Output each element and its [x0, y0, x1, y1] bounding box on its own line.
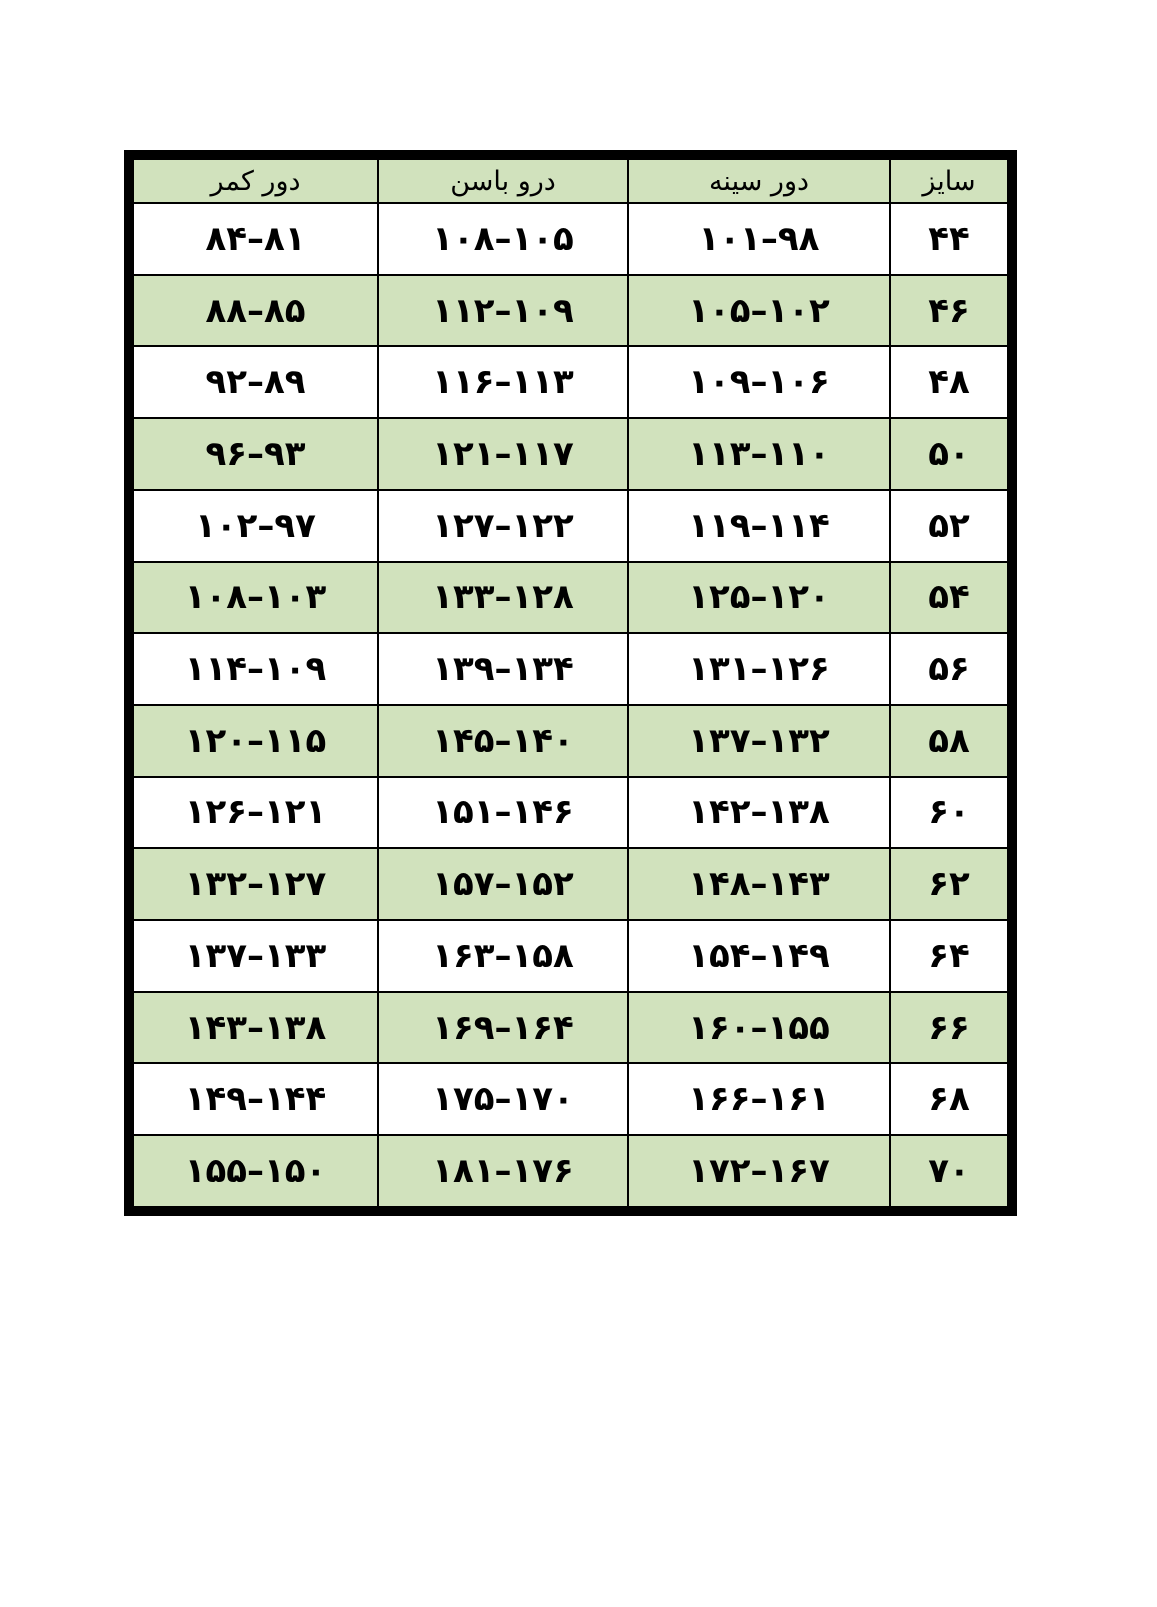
waist-cell: ۹۷–۱۰۲: [133, 490, 378, 562]
hip-cell: ۱۲۸–۱۳۳: [378, 562, 628, 634]
size-cell: ۵۲: [890, 490, 1008, 562]
size-cell: ۶۴: [890, 920, 1008, 992]
waist-cell: ۱۲۷–۱۳۲: [133, 848, 378, 920]
chest-cell: ۹۸–۱۰۱: [628, 203, 890, 275]
table-row: [133, 1135, 1008, 1207]
chest-cell: ۱۳۸–۱۴۲: [628, 777, 890, 849]
waist-cell: ۱۲۱–۱۲۶: [133, 777, 378, 849]
waist-cell: ۱۰۹–۱۱۴: [133, 633, 378, 705]
chest-cell: ۱۱۰–۱۱۳: [628, 418, 890, 490]
chest-cell: ۱۳۲–۱۳۷: [628, 705, 890, 777]
waist-cell: ۱۱۵–۱۲۰: [133, 705, 378, 777]
hip-cell: ۱۰۹–۱۱۲: [378, 275, 628, 347]
table-row: [133, 705, 1008, 777]
hip-cell: ۱۲۲–۱۲۷: [378, 490, 628, 562]
chest-cell: ۱۶۷–۱۷۲: [628, 1135, 890, 1207]
hip-cell: ۱۷۰–۱۷۵: [378, 1063, 628, 1135]
size-cell: ۶۸: [890, 1063, 1008, 1135]
waist-cell: ۱۴۴–۱۴۹: [133, 1063, 378, 1135]
waist-cell: ۸۹–۹۲: [133, 346, 378, 418]
chest-cell: ۱۲۶–۱۳۱: [628, 633, 890, 705]
size-cell: ۵۴: [890, 562, 1008, 634]
table-row: [133, 992, 1008, 1064]
table-row: [133, 562, 1008, 634]
chest-cell: ۱۱۴–۱۱۹: [628, 490, 890, 562]
chest-cell: ۱۶۱–۱۶۶: [628, 1063, 890, 1135]
chest-cell: ۱۰۲–۱۰۵: [628, 275, 890, 347]
hip-cell: ۱۵۲–۱۵۷: [378, 848, 628, 920]
size-cell: ۶۶: [890, 992, 1008, 1064]
table-row: [133, 490, 1008, 562]
hip-cell: ۱۵۸–۱۶۳: [378, 920, 628, 992]
size-cell: ۶۰: [890, 777, 1008, 849]
header-hip: درو باسن: [378, 159, 628, 203]
chest-cell: ۱۵۵–۱۶۰: [628, 992, 890, 1064]
size-chart-table: [132, 158, 1009, 1208]
waist-cell: ۱۳۸–۱۴۳: [133, 992, 378, 1064]
hip-cell: ۱۱۳–۱۱۶: [378, 346, 628, 418]
header-row: [133, 159, 1008, 203]
chest-cell: ۱۴۳–۱۴۸: [628, 848, 890, 920]
chest-cell: ۱۰۶–۱۰۹: [628, 346, 890, 418]
waist-cell: ۸۵–۸۸: [133, 275, 378, 347]
chest-cell: ۱۴۹–۱۵۴: [628, 920, 890, 992]
size-cell: ۶۲: [890, 848, 1008, 920]
hip-cell: ۱۱۷–۱۲۱: [378, 418, 628, 490]
table-row: [133, 633, 1008, 705]
waist-cell: ۱۰۳–۱۰۸: [133, 562, 378, 634]
table-body: [133, 203, 1008, 1207]
table-row: [133, 203, 1008, 275]
size-cell: ۴۸: [890, 346, 1008, 418]
size-cell: ۷۰: [890, 1135, 1008, 1207]
size-cell: ۵۸: [890, 705, 1008, 777]
hip-cell: ۱۴۰–۱۴۵: [378, 705, 628, 777]
size-chart-frame: [124, 150, 1017, 1216]
size-cell: ۵۶: [890, 633, 1008, 705]
waist-cell: ۸۱–۸۴: [133, 203, 378, 275]
waist-cell: ۱۵۰–۱۵۵: [133, 1135, 378, 1207]
waist-cell: ۹۳–۹۶: [133, 418, 378, 490]
table-row: [133, 920, 1008, 992]
size-cell: ۴۶: [890, 275, 1008, 347]
waist-cell: ۱۳۳–۱۳۷: [133, 920, 378, 992]
size-cell: ۴۴: [890, 203, 1008, 275]
chest-cell: ۱۲۰–۱۲۵: [628, 562, 890, 634]
header-size: سایز: [890, 159, 1008, 203]
hip-cell: ۱۴۶–۱۵۱: [378, 777, 628, 849]
hip-cell: ۱۷۶–۱۸۱: [378, 1135, 628, 1207]
header-waist: دور کمر: [133, 159, 378, 203]
table-row: [133, 777, 1008, 849]
table-row: [133, 1063, 1008, 1135]
table-row: [133, 346, 1008, 418]
size-cell: ۵۰: [890, 418, 1008, 490]
hip-cell: ۱۳۴–۱۳۹: [378, 633, 628, 705]
table-row: [133, 275, 1008, 347]
header-chest: دور سینه: [628, 159, 890, 203]
hip-cell: ۱۶۴–۱۶۹: [378, 992, 628, 1064]
table-row: [133, 848, 1008, 920]
table-row: [133, 418, 1008, 490]
hip-cell: ۱۰۵–۱۰۸: [378, 203, 628, 275]
